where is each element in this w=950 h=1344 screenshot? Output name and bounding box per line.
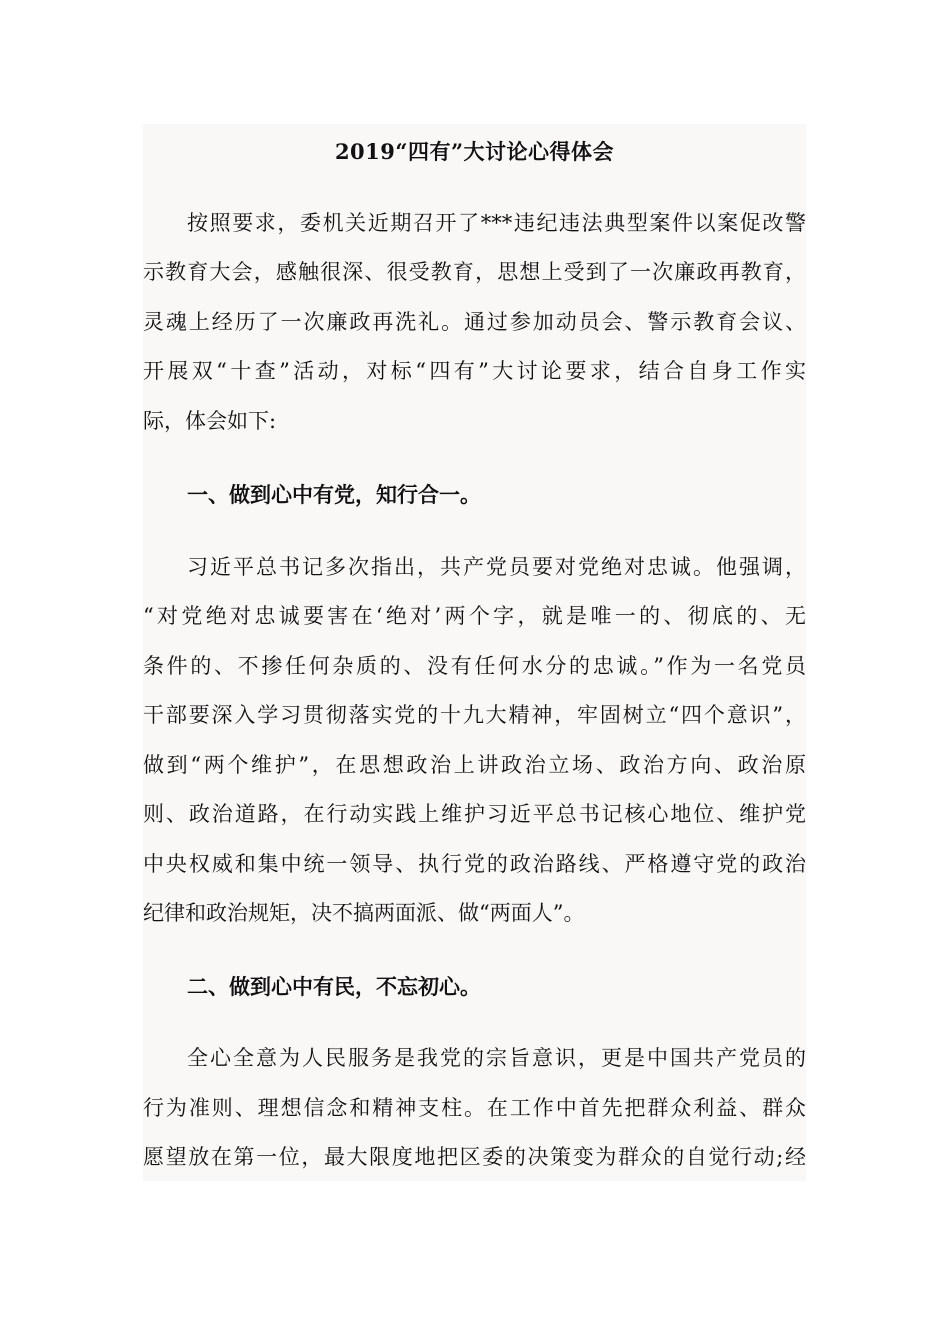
section-heading-2: 二、做到心中有民，不忘初心。	[187, 974, 481, 999]
paragraph-3-line-1: 全心全意为人民服务是我党的宗旨意识，更是中国共产党员的	[187, 1046, 806, 1070]
paragraph-2-line-4: 干部要深入学习贯彻落实党的十九大精神，牢固树立“四个意识”，	[143, 703, 806, 727]
paragraph-1-line-4: 开展双“十查”活动，对标“四有”大讨论要求，结合自身工作实	[143, 359, 806, 383]
section-heading-1: 一、做到心中有党，知行合一。	[187, 482, 481, 507]
paragraph-2-line-1: 习近平总书记多次指出，共产党员要对党绝对忠诚。他强调，	[187, 555, 806, 579]
paragraph-1-line-5: 际，体会如下:	[143, 409, 277, 433]
paragraph-2-line-8: 纪律和政治规矩，决不搞两面派、做“两面人”。	[143, 901, 585, 925]
paragraph-2-line-7: 中央权威和集中统一领导、执行党的政治路线、严格遵守党的政治	[143, 852, 806, 876]
paragraph-1-line-3: 灵魂上经历了一次廉政再洗礼。通过参加动员会、警示教育会议、	[143, 310, 806, 334]
paragraph-3-line-3: 愿望放在第一位，最大限度地把区委的决策变为群众的自觉行动;经	[143, 1145, 806, 1169]
paragraph-2-line-5: 做到“两个维护”，在思想政治上讲政治立场、政治方向、政治原	[143, 753, 806, 777]
document-title: 2019“四有”大讨论心得体会	[334, 139, 615, 164]
paragraph-2-line-2: “对党绝对忠诚要害在‘绝对’两个字，就是唯一的、彻底的、无	[143, 604, 806, 628]
document-page	[143, 124, 806, 1181]
paragraph-1-line-2: 示教育大会，感触很深、很受教育，思想上受到了一次廉政再教育，	[143, 260, 806, 284]
paragraph-2-line-3: 条件的、不掺任何杂质的、没有任何水分的忠诚。”作为一名党员	[143, 654, 806, 678]
paragraph-2-line-6: 则、政治道路，在行动实践上维护习近平总书记核心地位、维护党	[143, 802, 806, 826]
paragraph-1-line-1: 按照要求，委机关近期召开了***违纪违法典型案件以案促改警	[187, 211, 806, 235]
paragraph-3-line-2: 行为准则、理想信念和精神支柱。在工作中首先把群众利益、群众	[143, 1096, 806, 1120]
